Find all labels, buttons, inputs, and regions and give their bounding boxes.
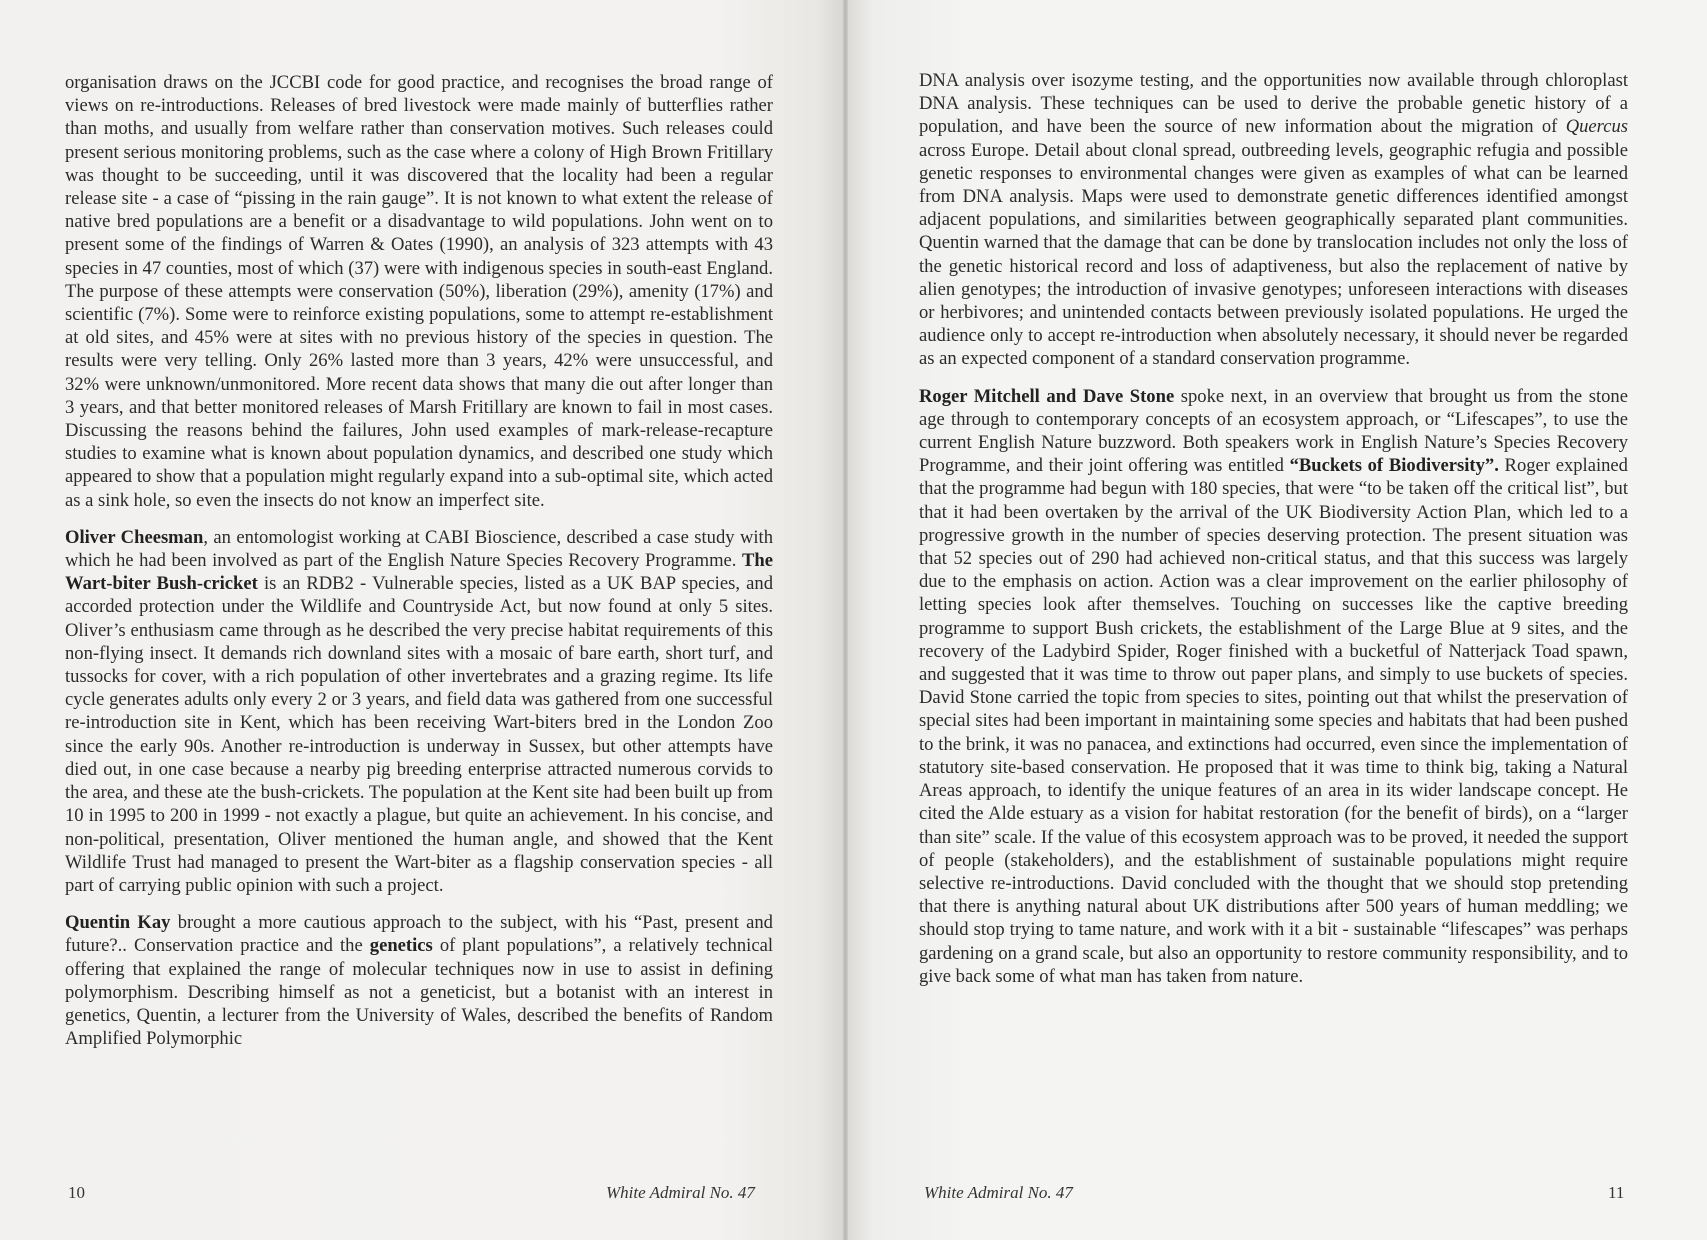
bold-run: Quentin Kay [65, 912, 171, 934]
text-run: of plant populations”, a relatively technical offering that explained the range of molecular techniques now in use to assist in defining polymorphism. Describing himself as not a geneticist, but a botanist with an interest in genetics, Quentin, a lecturer from the University of Wales, described the benefits of Random Amplified Polymorphic [65, 935, 773, 1050]
right-page [848, 0, 1707, 1240]
left-page [0, 0, 843, 1240]
bold-run: Oliver Cheesman [65, 526, 204, 548]
running-footer: White Admiral No. 47 [606, 1183, 755, 1202]
bold-run: “Buckets of Biodiversity”. [1289, 455, 1499, 477]
paragraph [919, 69, 1628, 371]
italic-run: Quercus [1565, 116, 1628, 138]
text-run: spoke next, in an overview that brought us from the stone age through to contemporary concepts of an ecosystem approach, or “Lifescapes”, to use the current English Nature buzzword. Both speakers work in English Nature’s Species Recovery Programme, and their joint offering was entitled [919, 385, 1628, 477]
paragraph [919, 385, 1628, 988]
text-run: Roger explained that the programme had begun with 180 species, that were “to be taken off the critical list”, but that it had been overtaken by the arrival of the UK Biodiversity Action Plan, which led to a progressive growth in the number of species deserving protection. The present situation was that 52 species out of 290 had achieved non-critical status, and that this success was largely due to the emphasis on action. Action was a clear improvement on the earlier philosophy of letting species look after themselves. Touching on successes like the captive breeding programme to support Bush crickets, the establishment of the Large Blue at 9 sites, and the recovery of the Ladybird Spider, Roger finished with a bucketful of Natterjack Toad spawn, and suggested that it was time to throw out paper plans, and simply to use buckets of species. David Stone carried the topic from species to sites, pointing out that whilst the preservation of special sites had been important in maintaining some species and habitats that had been pushed to the brink, it was no panacea, and extinctions had occurred, even since the implementation of statutory site-based conservation. He proposed that it was time to think big, taking a Natural Areas approach, to identify the unique features of an area in its wider landscape concept. He cited the Alde estuary as a vision for habitat restoration (for the benefit of birds), on a “larger than site” scale. If the value of this ecosystem approach was to be proved, it needed the support of people (stakeholders), and the establishment of sustainable populations might require selective re-introductions. David concluded with the thought that we should stop pretending that there is anything natural about UK distributions after 500 years of human meddling; we should stop trying to tame nature, and work with it a bit - sustainable “lifescapes” was perhaps gardening on a grand scale, but also an opportunity to restore community responsibility, and to give back some of what man has taken from nature. [919, 455, 1628, 987]
text-run: is an RDB2 - Vulnerable species, listed as a UK BAP species, and accorded protection under the Wildlife and Countryside Act, but now found at only 5 sites. Oliver’s enthusiasm came through as he described the very precise habitat requirements of this non-flying insect. It demands rich downland sites with a mosaic of bare earth, short turf, and tussocks for cover, with a rich population of other invertebrates and a grazing regime. Its life cycle generates adults only every 2 or 3 years, and field data was gathered from one successful re-introduction site in Kent, which has been receiving Wart-biters bred in the London Zoo since the early 90s. Another re-introduction is underway in Sussex, but other attempts have died out, in one case because a nearby pig breeding enterprise attracted numerous corvids to the area, and these ate the bush-crickets. The population at the Kent site had been built up from 10 in 1995 to 200 in 1999 - not exactly a plague, but quite an achievement. In his concise, and non-political, presentation, Oliver mentioned the human angle, and showed that the Kent Wildlife Trust had managed to present the Wart-biter as a flagship conservation species - all part of carrying public opinion with such a project. [65, 573, 774, 896]
page-number: 10 [68, 1183, 85, 1202]
right-page-body [919, 69, 1628, 1002]
text-run: DNA analysis over isozyme testing, and the opportunities now available through chloroplast DNA analysis. These techniques can be used to derive the probable genetic history of a population, and have been the source of new information about the migration of [919, 70, 1628, 138]
bold-run: Roger Mitchell and Dave Stone [919, 385, 1175, 407]
running-footer: White Admiral No. 47 [924, 1183, 1073, 1202]
left-page-body [65, 71, 773, 1064]
bold-run: The Wart-biter Bush-cricket [65, 550, 773, 595]
text-run: organisation draws on the JCCBI code for good practice, and recognises the broad range of views on re-introductions. Releases of bred livestock were made mainly of butterflies rather than moths, and usually from welfare rather than conservation motives. Such releases could present serious monitoring problems, such as the case where a colony of High Brown Fritillary was thought to be succeeding, until it was discovered that the locality had been a regular release site - a case of “pissing in the rain gauge”. It is not known to what extent the release of native bred populations are a benefit or a disadvantage to wild populations. John went on to present some of the findings of Warren & Oates (1990), an analysis of 323 attempts with 43 species in 47 counties, most of which (37) were with indigenous species in south-east England. The purpose of these attempts were conservation (50%), liberation (29%), amenity (17%) and scientific (7%). Some were to reinforce existing populations, some to attempt re-establishment at old sites, and 45% were at sites with no previous history of the species in question. The results were very telling. Only 26% lasted more than 3 years, 42% were unsuccessful, and 32% were unknown/unmonitored. More recent data shows that many die out after longer than 3 years, and that better monitored releases of Marsh Fritillary are known to fail in most cases. Discussing the reasons behind the failures, John used examples of mark-release-recapture studies to examine what is known about population dynamics, and described one study which appeared to show that a population might regularly expand into a sub-optimal site, which acted as a sink hole, so even the insects do not know an imperfect site. [65, 72, 773, 511]
page-number: 11 [1608, 1183, 1625, 1202]
text-run: , an entomologist working at CABI Bioscience, described a case study with which he had been involved as part of the English Nature Species Recovery Programme. [65, 526, 773, 572]
paragraph [65, 71, 773, 512]
paragraph [65, 911, 773, 1050]
text-run: brought a more cautious approach to the subject, with his “Past, present and future?.. Conservation practice and the [65, 912, 773, 957]
text-run: across Europe. Detail about clonal spread, outbreeding levels, geographic refugia and possible genetic responses to environmental changes were given as examples of what can be learned from DNA analysis. Maps were used to demonstrate genetic differences identified amongst adjacent populations, and similarities between geographically separated plant communities. Quentin warned that the damage that can be done by translocation includes not only the loss of the genetic historical record and loss of adaptiveness, but also the replacement of native by alien genotypes; the introduction of invasive genotypes; unforeseen interactions with diseases or herbivores; and unintended contacts between previously isolated populations. He urged the audience only to accept re-introduction when absolutely necessary, it should never be regarded as an expected component of a standard conservation programme. [919, 139, 1628, 370]
paragraph [65, 526, 773, 897]
bold-run: genetics [369, 935, 433, 957]
